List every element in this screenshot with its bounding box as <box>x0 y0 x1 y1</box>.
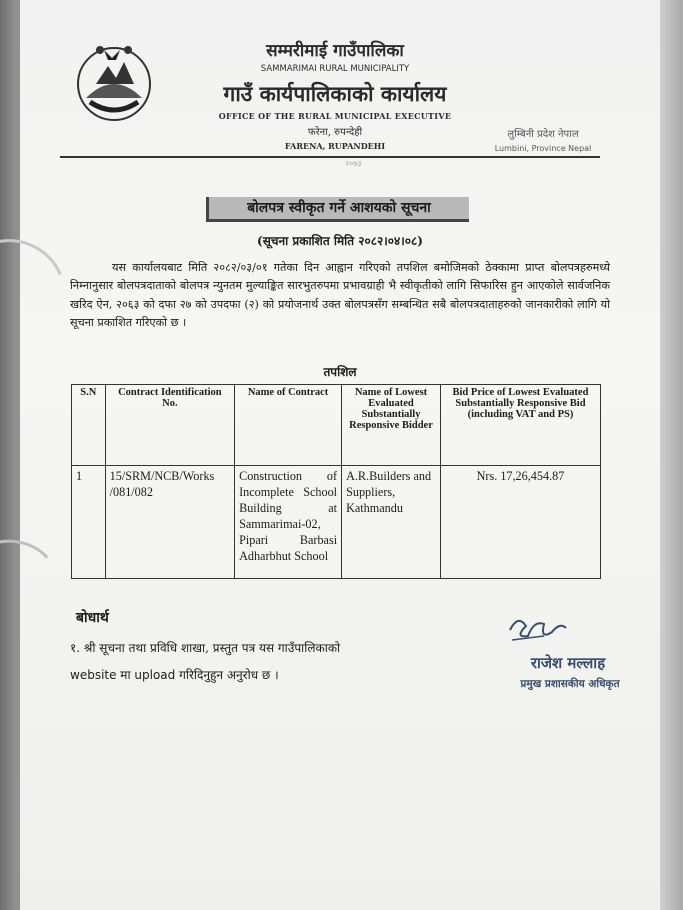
signature <box>504 610 574 646</box>
established-year: २०७३ <box>345 159 362 168</box>
binder-edge <box>0 0 20 910</box>
cell-bidder: A.R.Builders and Suppliers, Kathmandu <box>342 466 441 579</box>
notice-body: यस कार्यालयबाट मिति २०८२/०३/०१ गतेका दिन आह्वान गरिएको तपशिल बमोजिमको ठेक्कामा प्राप्त बोलपत्रहरुमध्ये निम्नानुसार बोलपत्रदाताको बोलपत्र न्युनतम मुल्याङ्कित सारभुतरुपमा प्रभावग्राही भै स्वीकृतीको लागि सिफारिस हुन आएकोले सार्वजनिक खरिद ऐन, २०६३ को दफा २७ को उपदफा (२) को प्रयोजनार्थ उक्त बोलपत्रसँग सम्बन्धित सबै बोलपत्रदाताहरुको जानकारीको लागि यो सूचना प्रकाशित गरिएको छ । <box>70 261 610 329</box>
header-sn: S.N <box>72 385 106 466</box>
location-english: FARENA, RUPANDEHI <box>284 141 386 151</box>
table-title: तपशिल <box>323 365 357 379</box>
notice-title: बोलपत्र स्वीकृत गर्ने आशयको सूचना <box>206 197 469 222</box>
header-bid-price: Bid Price of Lowest Evaluated Substantially Responsive Bid (including VAT and PS) <box>440 385 600 466</box>
header-divider <box>60 156 600 158</box>
office-name-english: OFFICE OF THE RURAL MUNICIPAL EXECUTIVE <box>218 111 452 121</box>
cell-contract-id: 15/SRM/NCB/Works /081/082 <box>105 466 234 579</box>
municipality-name-english: SAMMARIMAI RURAL MUNICIPALITY <box>260 64 410 74</box>
province-english: Lumbini, Province Nepal <box>494 144 592 153</box>
header-contract-name: Name of Contract <box>235 385 342 466</box>
cc-heading: बोधार्थ <box>76 610 109 626</box>
cc-line-1: १. श्री सूचना तथा प्रविधि शाखा, प्रस्तुत पत्र यस गाउँपालिकाको <box>70 641 341 655</box>
header-bidder: Name of Lowest Evaluated Substantially Responsive Bidder <box>342 385 441 466</box>
cell-contract-name: Construction of Incomplete School Building at Sammarimai-02, Pipari Barbasi Adharbhut School <box>235 466 342 579</box>
government-emblem <box>72 40 156 124</box>
province-nepali: लुम्बिनी प्रदेश नेपाल <box>507 129 579 140</box>
office-name-nepali: गाउँ कार्यपालिकाको कार्यालय <box>223 81 447 106</box>
table-header-row <box>72 385 601 466</box>
page-edge-shadow <box>660 0 683 910</box>
bid-table <box>71 384 601 579</box>
publish-date: (सूचना प्रकाशित मिति २०८२।०४।०८) <box>257 234 423 248</box>
table-row <box>72 466 601 579</box>
cell-sn: 1 <box>72 466 106 579</box>
signatory-name: राजेश मल्लाह <box>530 654 606 672</box>
location-nepali: फरेना, रुपन्देही <box>307 127 363 138</box>
cell-bid-price: Nrs. 17,26,454.87 <box>440 466 600 579</box>
cc-line-2: website मा upload गरिदिनुहुन अनुरोध छ । <box>70 668 279 682</box>
header-contract-id: Contract Identification No. <box>105 385 234 466</box>
signatory-title: प्रमुख प्रशासकीय अधिकृत <box>520 678 620 690</box>
municipality-name-nepali: सम्मरीमाई गाउँपालिका <box>266 41 404 61</box>
